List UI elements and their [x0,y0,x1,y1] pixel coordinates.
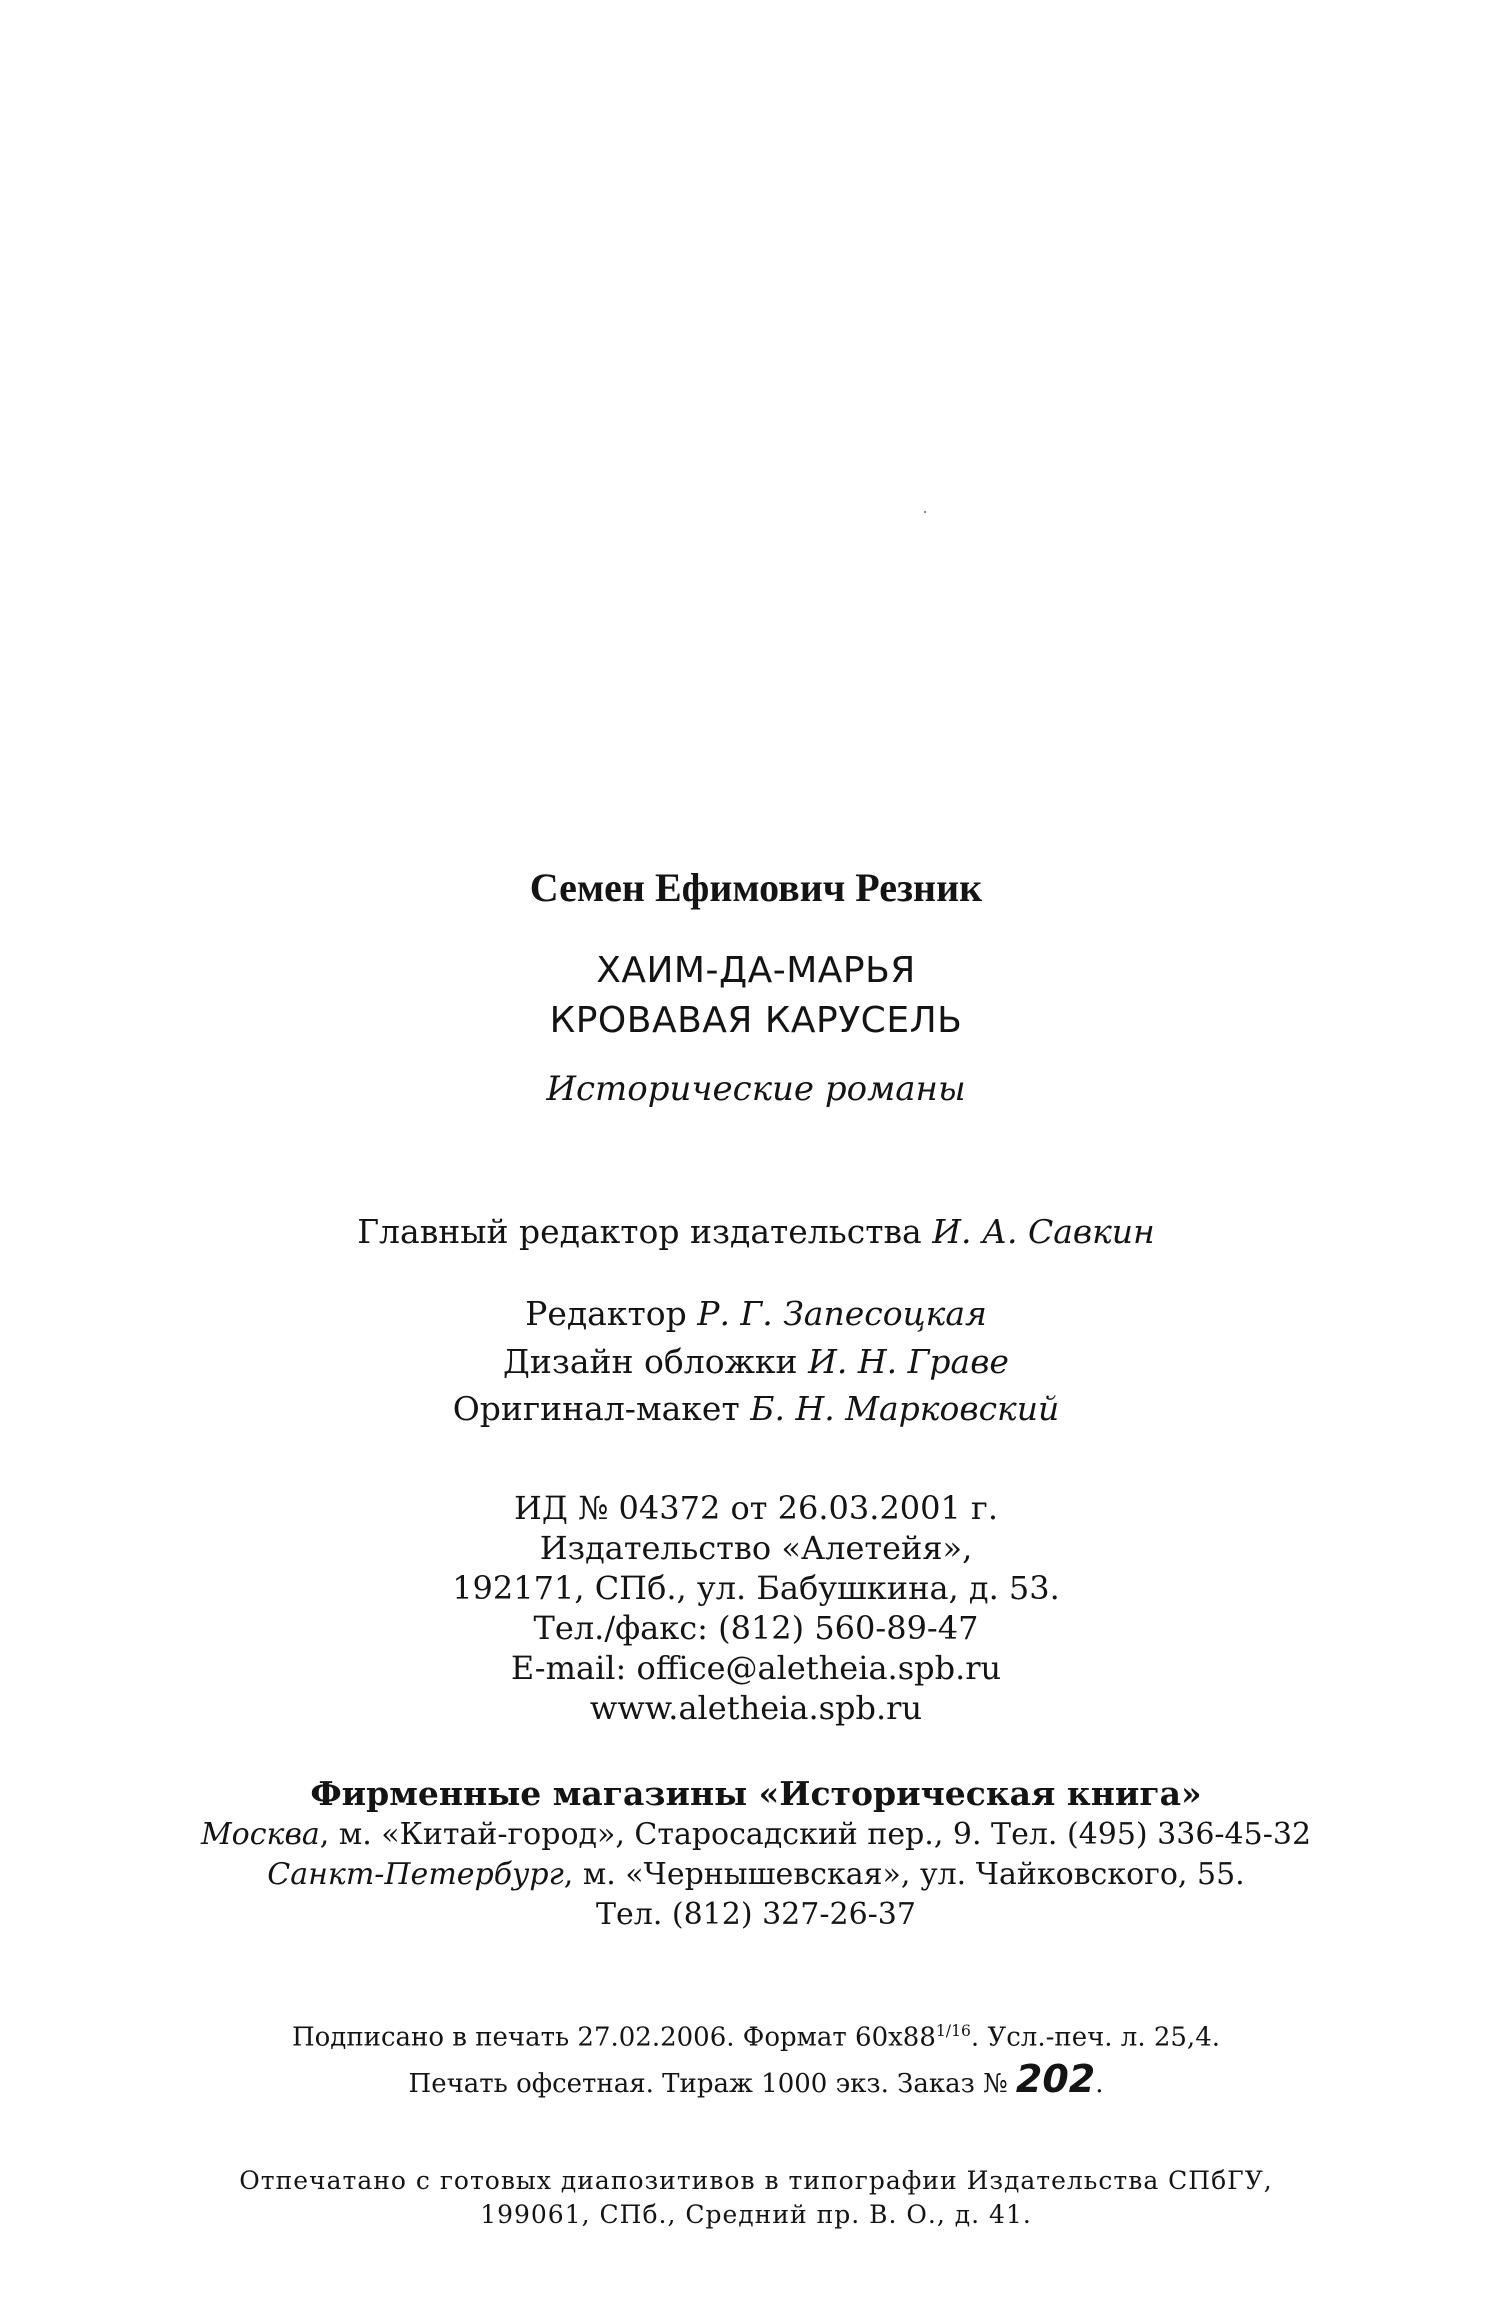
chief-editor-name: И. А. Савкин [932,1212,1155,1251]
store-spb-city: Санкт-Петербург [267,1857,564,1892]
store-spb-phone: Тел. (812) 327-26-37 [596,1897,916,1932]
publisher-website: www.aletheia.spb.ru [589,1689,923,1727]
print-run-order-label: Печать офсетная. Тираж 1000 экз. Заказ № [408,2069,1008,2099]
author-name: Семен Ефимович Резник [529,865,983,910]
chief-editor-label: Главный редактор издательства [357,1212,922,1251]
printer-line-1: Отпечатано с готовых диапозитивов в типографии Издательства СПбГУ, [239,2166,1273,2195]
publisher-license: ИД № 04372 от 26.03.2001 г. [514,1489,998,1527]
editor-label: Редактор [525,1294,687,1333]
stores-heading: Фирменные магазины «Историческая книга» [310,1774,1202,1813]
layout-line [0,1389,1512,1428]
layout-label: Оригинал-макет [452,1389,740,1428]
format-fraction: 1/16 [935,2022,971,2040]
publisher-address: 192171, СПб., ул. Бабушкина, д. 53. [452,1569,1060,1607]
publisher-name: Издательство «Алетейя», [539,1529,973,1567]
publisher-phone: Тел./факс: (812) 560-89-47 [533,1609,979,1647]
editor-name: Р. Г. Запесоцкая [697,1294,987,1333]
cover-design-line [0,1342,1512,1381]
print-signed-format: Подписано в печать 27.02.2006. Формат 60х88 [291,2022,936,2053]
store-moscow-details: , м. «Китай-город», Старосадский пер., 9. Тел. (495) 336-45-32 [319,1817,1312,1852]
cover-design-name: И. Н. Граве [808,1342,1009,1381]
store-moscow [0,1817,1512,1852]
editor-line [0,1294,1512,1333]
print-info-line-1 [0,2024,1512,2051]
store-spb-details: , м. «Чернышевская», ул. Чайковского, 55. [563,1857,1245,1892]
book-title-1: ХАИМ-ДА-МАРЬЯ [596,950,916,991]
store-moscow-city: Москва [200,1817,320,1852]
print-info-line-2 [0,2057,1512,2101]
publisher-email: E-mail: office@aletheia.spb.ru [510,1649,1002,1687]
layout-name: Б. Н. Марковский [750,1389,1060,1428]
store-spb [0,1857,1512,1892]
chief-editor-line [0,1212,1512,1251]
cover-design-label: Дизайн обложки [503,1342,798,1381]
print-order-end: . [1095,2069,1104,2099]
printer-line-2: 199061, СПб., Средний пр. В. О., д. 41. [480,2200,1032,2229]
book-title-2: КРОВАВАЯ КАРУСЕЛЬ [549,1000,963,1041]
print-sheets: . Усл.-печ. л. 25,4. [970,2022,1221,2053]
genre: Исторические романы [546,1069,966,1109]
stray-dot [924,511,926,513]
order-number-handwritten: 202 [1015,2057,1096,2101]
